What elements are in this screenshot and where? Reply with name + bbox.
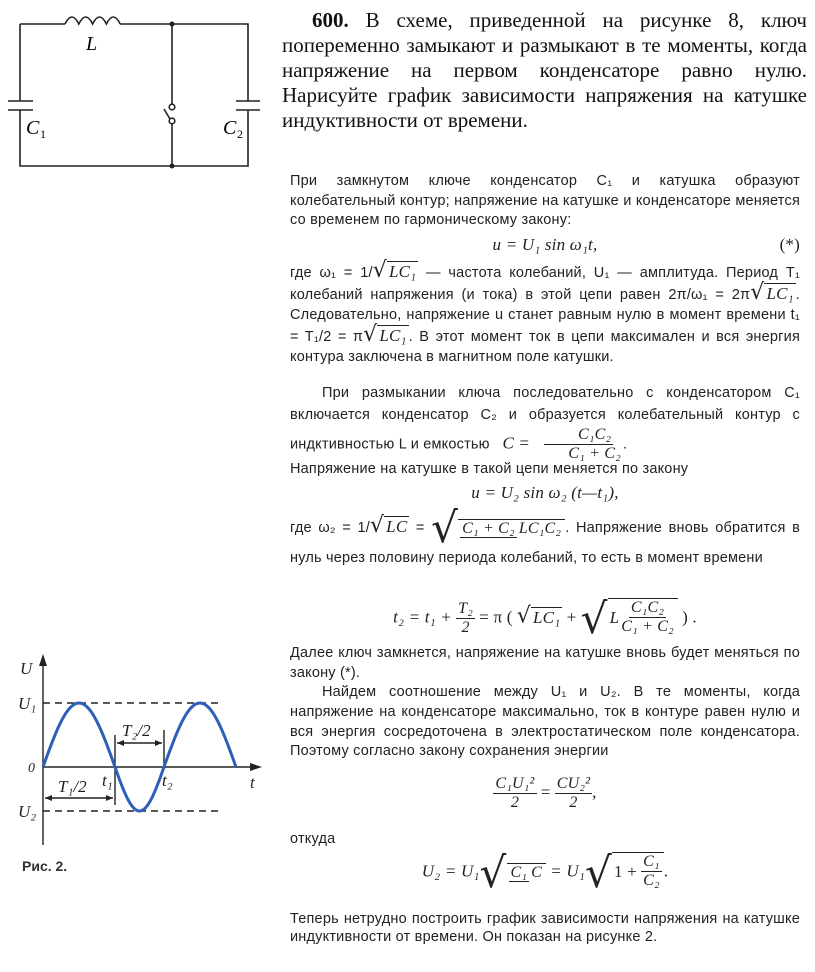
equation-5: U₂ = U₁√ C₁ C = U₁√ 1 + $\frac{\text{C₁}}{\text{C₂}}$ .: [421, 847, 669, 897]
switch-lever: [164, 109, 170, 119]
solution-paragraph-2: где ω₁ = 1/√ LC₁ — частота колебаний, U₁ — амплитуда. Период T₁ колебаний напряжения (и тока) в этой цепи равен 2π/ω₁ = 2π√ LC₁ . Следовательно, напряжение u станет равным нулю в момент времени t₁ = T₁/2 = π√ LC₁ . В этот момент ток в цепи максимален и вся энергия контура заключена в магнитном поле катушки.: [290, 258, 800, 365]
x-axis-arrow: [250, 763, 262, 771]
equation-4: $\frac{\text{C₁U₁²}}{2}$ = $\frac{\text{CU₂²}}{2}$ ,: [495, 775, 597, 811]
equation-2: u = U₂ sin ω₂ (t—t₁),: [471, 483, 619, 502]
solution-paragraph-7: Найдем соотношение между U₁ и U₂. В те моменты, когда напряжение на конденсаторе максимально, ток в контуре равен нулю и вся энергия сосредоточена в электростатическом поле конденсатора. Поэтому согласно закону сохранения энергии: [290, 684, 800, 760]
t2-label: t₂: [162, 771, 173, 790]
t2-half-label: T₂/2: [122, 721, 151, 740]
problem-statement: [282, 8, 807, 133]
equation-1: u = U₁ sin ω₁t, (*): [492, 235, 800, 254]
problem-number: 600.: [312, 8, 349, 32]
label-L: L: [86, 33, 98, 55]
svg-text:2: 2: [237, 127, 243, 141]
solution-paragraph-6: Далее ключ замкнется, напряжение на катушке вновь будет меняться по закону (*).: [290, 645, 800, 681]
figure-caption: Рис. 2.: [22, 858, 68, 874]
solution-paragraph-9: Теперь нетрудно построить график зависимости напряжения на катушке индуктивности от времени. Он показан на рисунке 2.: [290, 911, 800, 945]
solution-paragraph-1: При замкнутом ключе конденсатор C₁ и катушка образуют колебательный контур; напряжение на катушке и конденсаторе меняется со временем по гармоническому закону:: [290, 173, 800, 229]
svg-text:1: 1: [40, 127, 46, 141]
problem-text: В схеме, приведенной на рисунке 8, ключ попеременно замыкают и размыкают в те моменты, когда напряжение на первом конденсаторе равно нулю. Нарисуйте график зависимости напряжения на катушке индуктивности от времени.: [282, 8, 807, 132]
t1-half-label: T₁/2: [58, 777, 87, 796]
y-axis-arrow: [39, 654, 47, 666]
equation-3: t₂ = t₁ + $\frac{\text{T₂}}{2}$ = π ( √ LC₁ + √ L $\frac{\text{C₁C₂}}{\text{C₁ + C₂}}$ ) .: [393, 593, 697, 643]
equation-tag: (*): [779, 235, 800, 254]
switch-contact: [169, 104, 175, 110]
circuit-diagram: [0, 0, 280, 175]
solution-paragraph-3: При размыкании ключа последовательно с конденсатором C₁ включается конденсатор C₂ и образуется колебательный контур с индктивностью L и емкостью C = $\frac{\text{C₁C₂}}{\text{C₁ + C₂}}$ .: [290, 385, 800, 462]
u1-label: U₁: [18, 694, 37, 713]
inductor-coil: [65, 17, 120, 24]
label-C2: C: [223, 117, 237, 139]
solution-paragraph-8: откуда: [290, 831, 336, 847]
circuit-wires: [20, 24, 248, 166]
y-axis-label: U: [20, 659, 33, 678]
u2-label: U₂: [18, 802, 37, 821]
t1-label: t₁: [102, 771, 113, 790]
origin-label: 0: [28, 761, 35, 776]
figure-2-graph: [0, 650, 280, 855]
label-C1: C: [26, 117, 40, 139]
solution-paragraph-4: Напряжение на катушке в такой цепи меняется по закону: [290, 461, 689, 477]
solution-paragraph-5: где ω₂ = 1/√ LC = √ C₁ + C₂ LC₁C₂ . Напряжение вновь обратится в нуль через половину периода колебаний, то есть в момент времени: [290, 503, 800, 566]
x-axis-label: t: [250, 773, 255, 792]
switch-contact: [169, 118, 175, 124]
